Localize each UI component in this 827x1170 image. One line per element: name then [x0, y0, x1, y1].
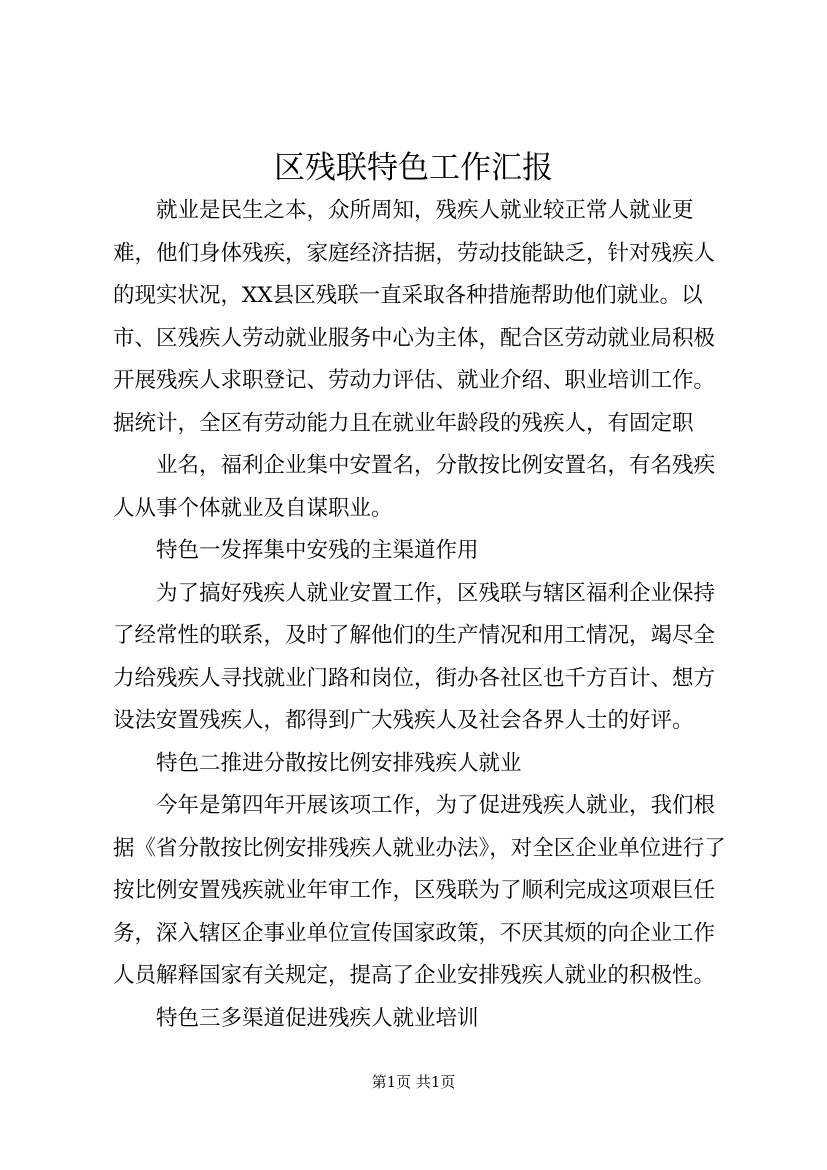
paragraph-1: 就业是民生之本，众所周知，残疾人就业较正常人就业更难，他们身体残疾，家庭经济拮据，劳动技能缺乏，针对残疾人的现实状况，XX县区残联一直采取各种措施帮助他们就业。以市、区残疾人劳动就业服务中心为主体，配合区劳动就业局积极开展残疾人求职登记、劳动力评估、就业介绍、职业培训工作。据统计，全区有劳动能力且在就业年龄段的残疾人，有固定职: [113, 198, 716, 436]
section-heading-2: 特色二推进分散按比例安排残疾人就业: [156, 750, 522, 776]
page-title: 区残联特色工作汇报: [274, 150, 553, 186]
paragraph-2: 业名，福利企业集中安置名，分散按比例安置名，有名残疾人从事个体就业及自谋职业。: [113, 453, 716, 521]
section-heading-1: 特色一发挥集中安残的主渠道作用: [156, 538, 479, 563]
document-body: [113, 190, 733, 1040]
page-footer: 第1页 共1页: [371, 1073, 456, 1091]
paragraph-4: 今年是第四年开展该项工作，为了促进残疾人就业，我们根据《省分散按比例安排残疾人就业办法》，对全区企业单位进行了按比例安置残疾就业年审工作，区残联为了顺利完成这项艰巨任务，深入辖区企事业单位宣传国家政策，不厌其烦的向企业工作人员解释国家有关规定，提高了企业安排残疾人就业的积极性。: [113, 793, 726, 988]
paragraph-3: 为了搞好残疾人就业安置工作，区残联与辖区福利企业保持了经常性的联系，及时了解他们的生产情况和用工情况，竭尽全力给残疾人寻找就业门路和岗位，街办各社区也千方百计、想方设法安置残疾人，都得到广大残疾人及社会各界人士的好评。: [113, 580, 716, 733]
section-heading-3: 特色三多渠道促进残疾人就业培训: [156, 1005, 479, 1031]
